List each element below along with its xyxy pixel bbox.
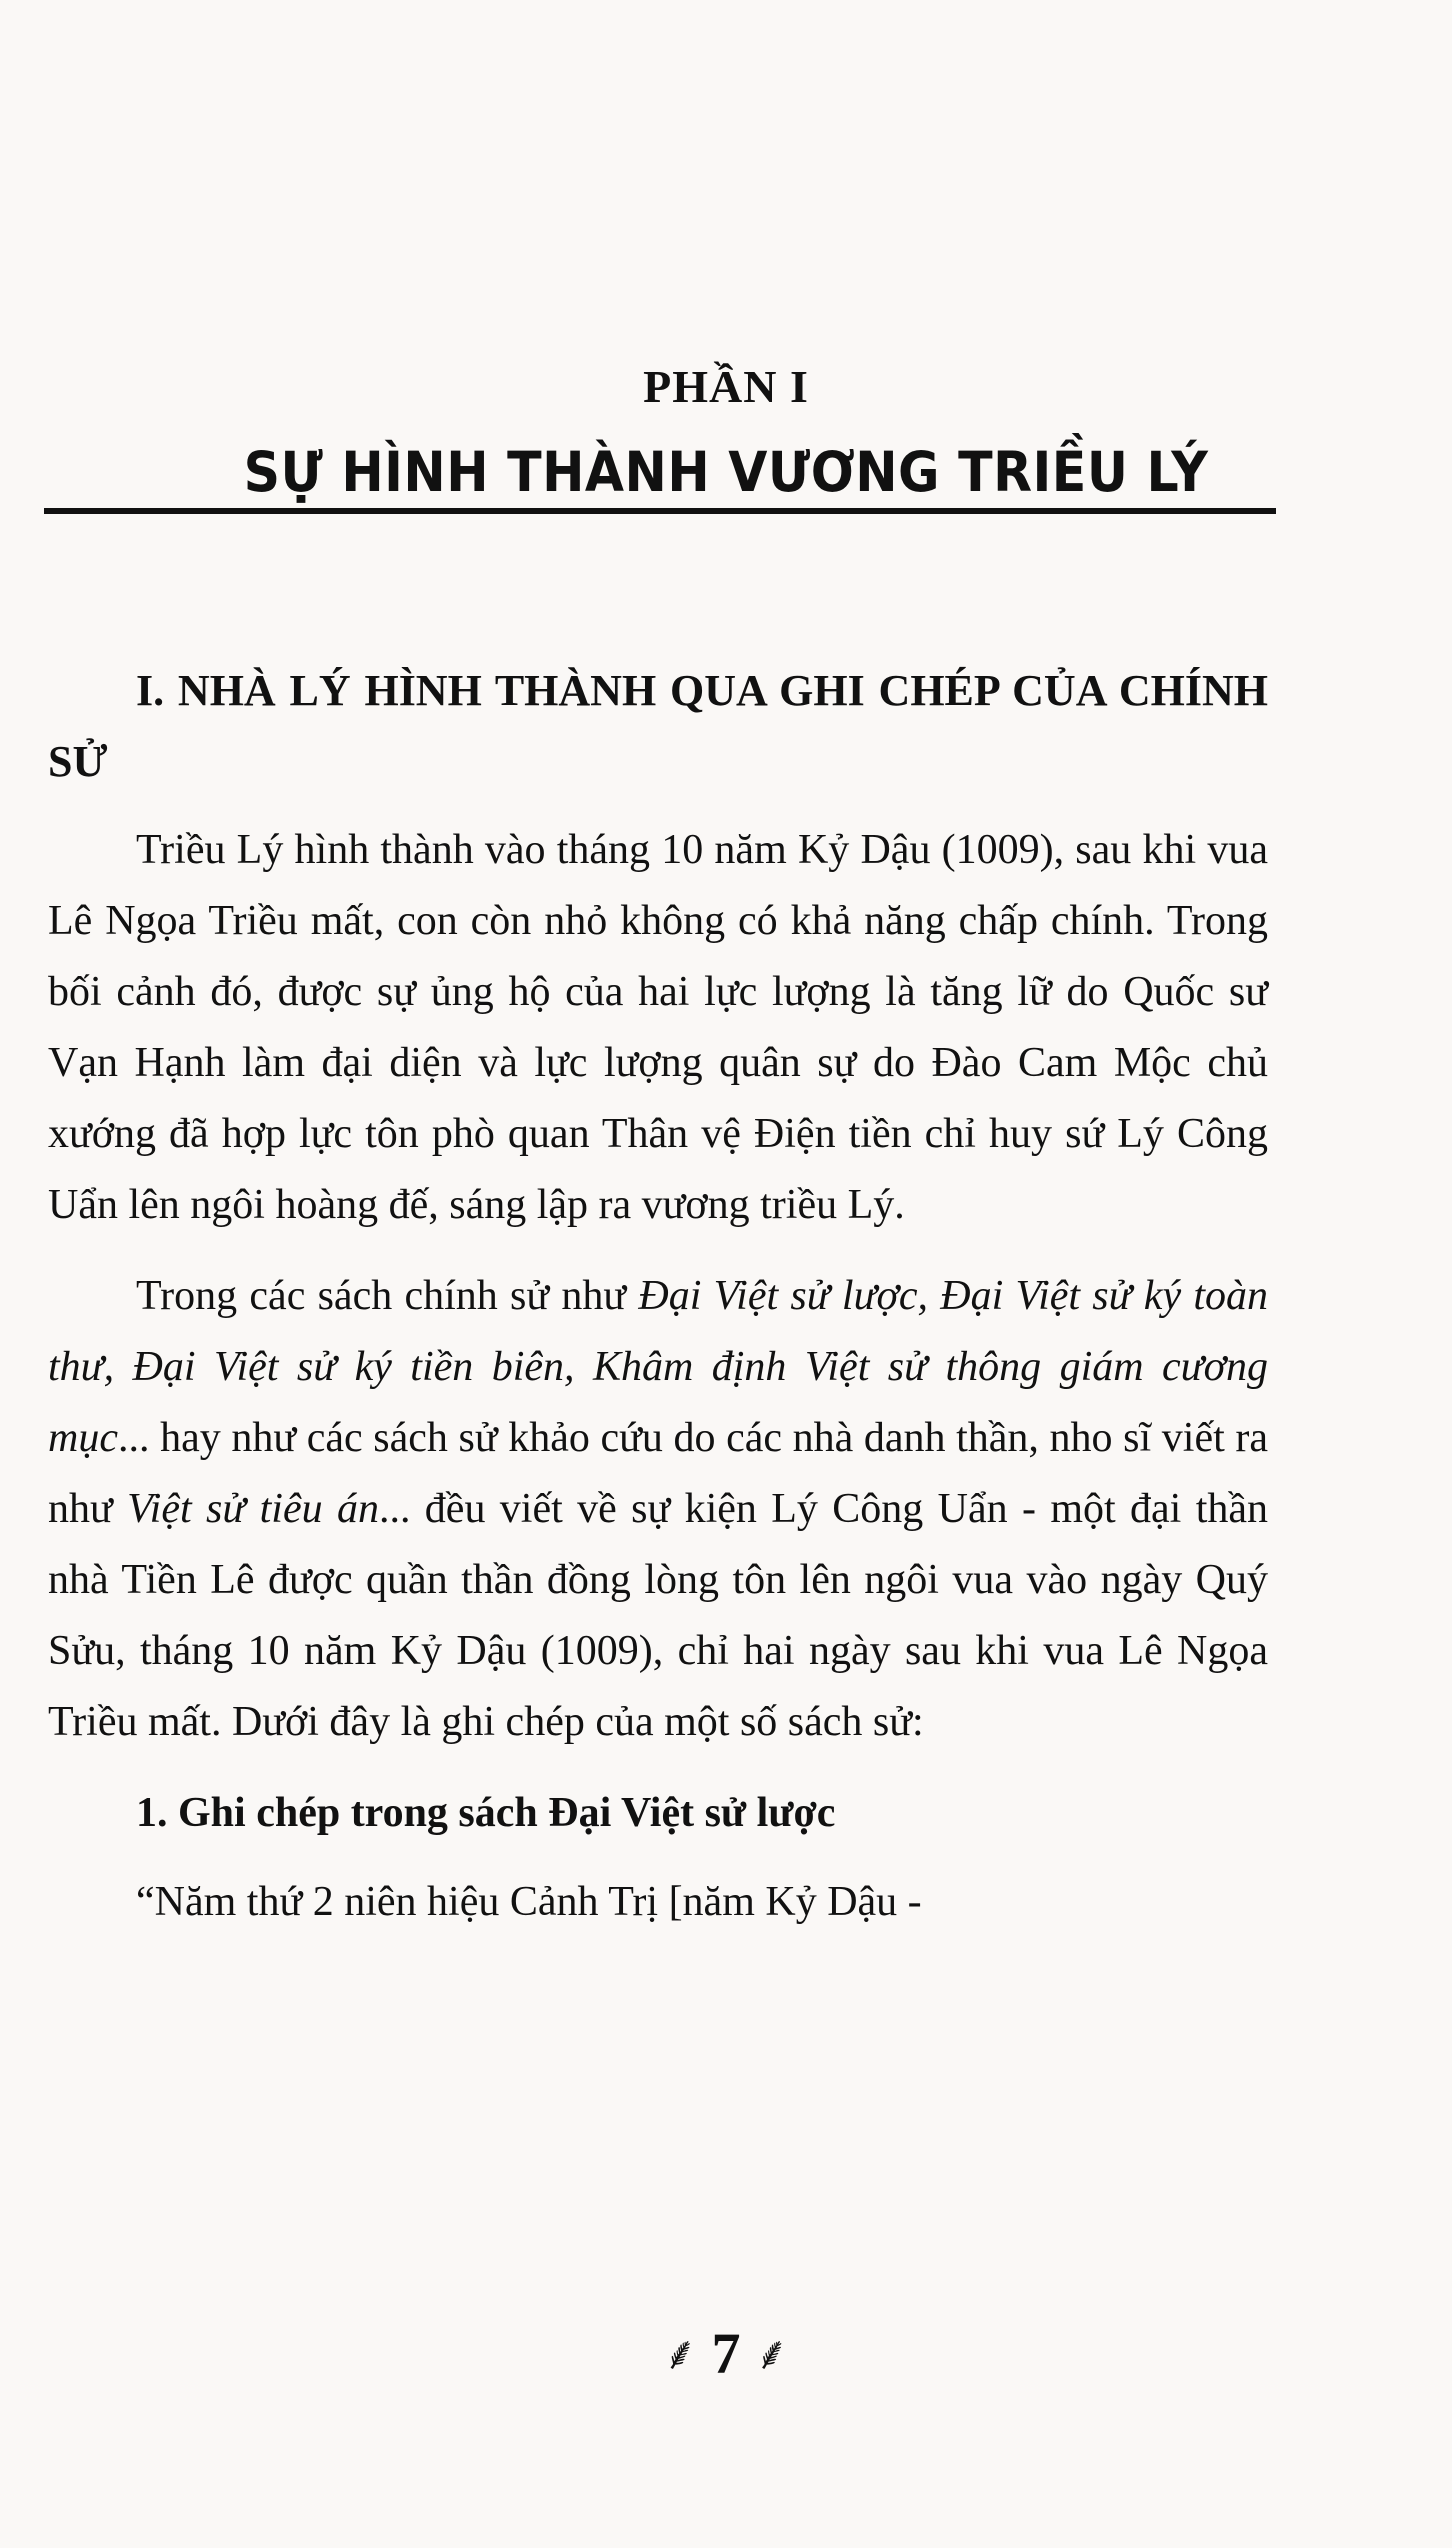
paragraph-2-text-c: ... đều viết về sự kiện Lý Công Uẩn - một đại thần nhà Tiền Lê được quần thần đồng lòng tôn lên ngôi vua vào ngày Quý Sửu, tháng 10 năm Kỷ Dậu (1009), chỉ hai ngày sau khi vua Lê Ngọa Triều mất. Dưới đây là ghi chép của một số sách sử: xyxy=(48,1486,1268,1745)
part-label: PHẦN I xyxy=(643,361,809,412)
paragraph-2-text-b: ... hay như các sách sử khảo cứu do các nhà danh thần, nho sĩ viết ra như xyxy=(48,1415,1268,1532)
paragraph-2-book-title: Việt sử tiêu án xyxy=(127,1486,379,1532)
subsection-heading: 1. Ghi chép trong sách Đại Việt sử lược xyxy=(136,1790,836,1836)
paragraph-2-book-titles: Đại Việt sử lược, Đại Việt sử ký toàn thư, Đại Việt sử ký tiền biên, Khâm định Việt sử thông giám cương mục xyxy=(48,1273,1268,1461)
paragraph-2-text-a: Trong các sách chính sử như xyxy=(136,1273,639,1319)
page-number xyxy=(0,2320,1452,2387)
paragraph-1: Triều Lý hình thành vào tháng 10 năm Kỷ Dậu (1009), sau khi vua Lê Ngọa Triều mất, con còn nhỏ không có khả năng chấp chính. Trong bối cảnh đó, được sự ủng hộ của hai lực lượng là tăng lữ do Quốc sư Vạn Hạnh làm đại diện và lực lượng quân sự do Đào Cam Mộc chủ xướng đã hợp lực tôn phò quan Thân vệ Điện tiền chỉ huy sứ Lý Công Uẩn lên ngôi hoàng đế, sáng lập ra vương triều Lý. xyxy=(48,827,1268,1228)
left-ornament-icon: ⸙ xyxy=(663,2328,698,2379)
body-text xyxy=(48,655,1268,1938)
part-title: SỰ HÌNH THÀNH VƯƠNG TRIỀU LÝ xyxy=(243,440,1209,504)
paragraph-2 xyxy=(48,1261,1268,1758)
page-number-value: 7 xyxy=(711,2321,741,2386)
quote-line: “Năm thứ 2 niên hiệu Cảnh Trị [năm Kỷ Dậu - xyxy=(136,1879,922,1925)
right-ornament-icon: ⸙ xyxy=(754,2328,789,2379)
title-rule xyxy=(44,508,1276,514)
section-heading: I. NHÀ LÝ HÌNH THÀNH QUA GHI CHÉP CỦA CHÍNH SỬ xyxy=(48,666,1268,786)
